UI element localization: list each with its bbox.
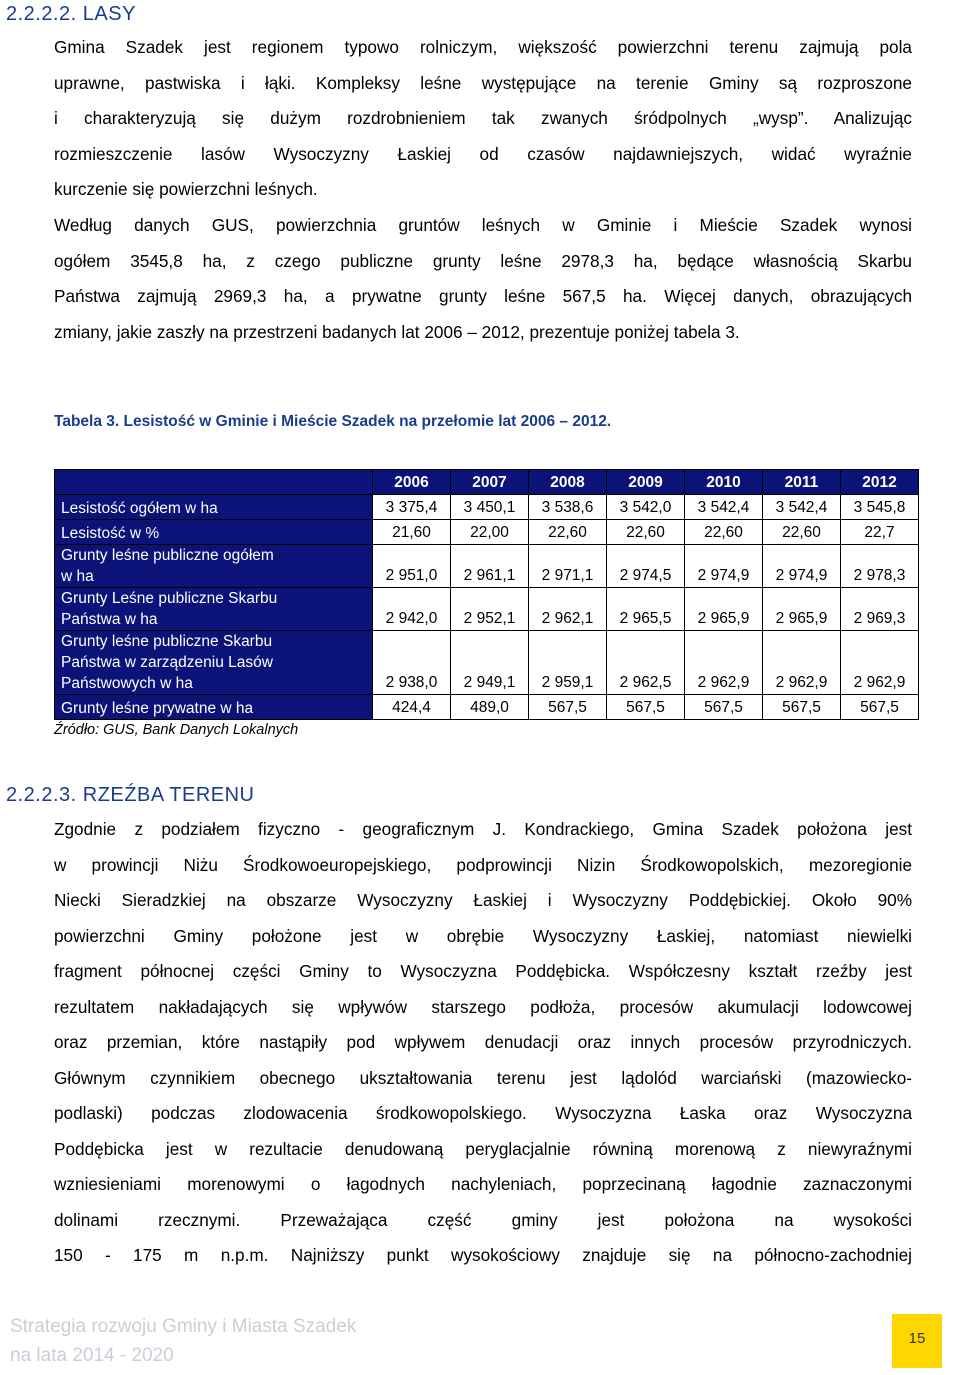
text-line: kurczenie się powierzchni leśnych.: [54, 179, 318, 199]
table-cell: 2 962,9: [763, 631, 841, 695]
year-header: 2007: [451, 470, 529, 495]
table-cell: 424,4: [373, 695, 451, 720]
table-cell: 2 974,9: [685, 545, 763, 588]
table-cell: 567,5: [529, 695, 607, 720]
table-cell: 3 450,1: [451, 495, 529, 520]
table-cell: 2 971,1: [529, 545, 607, 588]
text-line: i charakteryzują się dużym rozdrobnieniem tak zwanych śródpolnych „wysp”. Analizując: [54, 108, 912, 128]
year-header: 2011: [763, 470, 841, 495]
table-cell: 2 962,5: [607, 631, 685, 695]
text-line: powierzchni Gminy położone jest w obrębie Wysoczyzny Łaskiej, natomiast niewielki: [54, 925, 912, 946]
paragraph-rzezba: [54, 812, 912, 1274]
row-label: [55, 588, 373, 631]
table-cell: 2 965,9: [685, 588, 763, 631]
text-line: podlaski) podczas zlodowacenia środkowopolskiego. Wysoczyzna Łaska oraz Wysoczyzna: [54, 1103, 912, 1123]
table-cell: 3 542,0: [607, 495, 685, 520]
text-line: w prowincji Niżu Środkowoeuropejskiego, podprowincji Nizin Środkowopolskich, mezoregionie: [54, 854, 912, 875]
text-line: Zgodnie z podziałem fizyczno - geograficznym J. Kondrackiego, Gmina Szadek położona jest: [54, 819, 912, 839]
table-cell: 567,5: [763, 695, 841, 720]
table-cell: 3 542,4: [685, 495, 763, 520]
table-cell: 3 538,6: [529, 495, 607, 520]
forest-cover-table: [54, 469, 919, 720]
section-heading-lasy: 2.2.2.2. LASY: [6, 3, 136, 25]
text-line: oraz przemian, które nastąpiły pod wpływem denudacji oraz innych procesów przyrodniczych.: [54, 1032, 912, 1052]
year-header: 2012: [841, 470, 919, 495]
table-source-note: Źródło: GUS, Bank Danych Lokalnych: [54, 722, 299, 738]
year-header: 2006: [373, 470, 451, 495]
table-row: [55, 495, 919, 520]
table-cell: 567,5: [841, 695, 919, 720]
text-line: 150 - 175 m n.p.m. Najniższy punkt wysokościowy znajduje się na północno-zachodniej: [54, 1245, 912, 1265]
row-label: [55, 631, 373, 695]
table-cell: 22,7: [841, 520, 919, 545]
table-cell: 3 545,8: [841, 495, 919, 520]
year-header: 2008: [529, 470, 607, 495]
table-cell: 2 949,1: [451, 631, 529, 695]
table-cell: 2 974,9: [763, 545, 841, 588]
row-label: [55, 495, 373, 520]
table-cell: 2 962,9: [841, 631, 919, 695]
row-label-line: Grunty leśne publiczne Skarbu: [61, 633, 273, 650]
table-cell: 2 978,3: [841, 545, 919, 588]
text-line: wzniesieniami morenowymi o łagodnych nachyleniach, poprzecinaną łagodnie zaznaczonymi: [54, 1174, 912, 1194]
row-label: [55, 545, 373, 588]
table-cell: 3 375,4: [373, 495, 451, 520]
table-cell: 22,60: [685, 520, 763, 545]
table-cell: 2 965,5: [607, 588, 685, 631]
table-cell: 2 951,0: [373, 545, 451, 588]
table-caption: Tabela 3. Lesistość w Gminie i Mieście Szadek na przełomie lat 2006 – 2012.: [54, 413, 612, 430]
text-line: Państwa zajmują 2969,3 ha, a prywatne grunty leśne 567,5 ha. Więcej danych, obrazujących: [54, 286, 912, 306]
row-label: [55, 695, 373, 720]
year-header: 2010: [685, 470, 763, 495]
text-line: rezultatem nakładających się wpływów starszego podłoża, procesów akumulacji lodowcowej: [54, 996, 912, 1017]
page-number-box: [892, 1314, 942, 1368]
row-label-line: Państwa w ha: [61, 611, 158, 628]
text-line: Gmina Szadek jest regionem typowo rolniczym, większość powierzchni terenu zajmują pola: [54, 37, 912, 57]
table-cell: 2 961,1: [451, 545, 529, 588]
table-cell: 2 942,0: [373, 588, 451, 631]
table-cell: 21,60: [373, 520, 451, 545]
page-number: 15: [908, 1330, 926, 1347]
table-cell: 22,60: [607, 520, 685, 545]
text-line: Głównym czynnikiem obecnego ukształtowania terenu jest lądolód warciański (mazowiecko-: [54, 1067, 912, 1088]
table-cell: 22,00: [451, 520, 529, 545]
row-label-line: Lesistość ogółem w ha: [61, 500, 218, 517]
row-label-line: Grunty Leśne publiczne Skarbu: [61, 590, 278, 607]
table-cell: 2 962,1: [529, 588, 607, 631]
table-row: [55, 695, 919, 720]
table-cell: 567,5: [607, 695, 685, 720]
table-cell: 567,5: [685, 695, 763, 720]
table-cell: 22,60: [529, 520, 607, 545]
text-line: fragment północnej części Gminy to Wysoczyzna Poddębicka. Współczesny kształt rzeźby jest: [54, 961, 912, 981]
table-cell: 2 959,1: [529, 631, 607, 695]
row-label-line: Grunty leśne prywatne w ha: [61, 700, 254, 717]
row-label-line: Państwowych w ha: [61, 675, 193, 692]
row-label: [55, 520, 373, 545]
row-label-line: Państwa w zarządzeniu Lasów: [61, 654, 273, 671]
text-line: rozmieszczenie lasów Wysoczyzny Łaskiej od czasów najdawniejszych, widać wyraźnie: [54, 143, 912, 164]
row-label-line: Grunty leśne publiczne ogółem: [61, 547, 274, 564]
text-line: dolinami rzecznymi. Przeważająca część gminy jest położona na wysokości: [54, 1209, 912, 1230]
table-cell: 2 965,9: [763, 588, 841, 631]
footer-subtitle: na lata 2014 - 2020: [10, 1345, 174, 1366]
paragraph-lasy-1: [54, 30, 912, 208]
text-line: Niecki Sieradzkiej na obszarze Wysoczyzny Łaskiej i Wysoczyzny Poddębickiej. Około 90%: [54, 890, 912, 910]
table-cell: 3 542,4: [763, 495, 841, 520]
paragraph-lasy-2: [54, 208, 912, 350]
table-cell: 2 974,5: [607, 545, 685, 588]
table-cell: 2 952,1: [451, 588, 529, 631]
table-cell: 2 962,9: [685, 631, 763, 695]
text-line: Poddębicka jest w rezultacie denudowaną peryglacjalnie równiną morenową z niewyraźnymi: [54, 1138, 912, 1159]
text-line: Według danych GUS, powierzchnia gruntów leśnych w Gminie i Mieście Szadek wynosi: [54, 215, 912, 235]
row-label-line: Lesistość w %: [61, 525, 160, 542]
table-cell: 22,60: [763, 520, 841, 545]
table-row: [55, 520, 919, 545]
text-line: zmiany, jakie zaszły na przestrzeni badanych lat 2006 – 2012, prezentuje poniżej tabela 3.: [54, 321, 740, 342]
year-header: 2009: [607, 470, 685, 495]
text-line: uprawne, pastwiska i łąki. Kompleksy leśne występujące na terenie Gminy są rozproszone: [54, 72, 912, 93]
table-row: [55, 545, 919, 588]
table-row: [55, 588, 919, 631]
table-cell: 489,0: [451, 695, 529, 720]
table-cell: 2 969,3: [841, 588, 919, 631]
table-corner-cell: [55, 470, 373, 495]
section-heading-rzezba: 2.2.2.3. RZEŹBA TERENU: [6, 784, 255, 806]
row-label-line: w ha: [61, 568, 94, 585]
table-header-row: [55, 470, 919, 495]
table-row: [55, 631, 919, 695]
text-line: ogółem 3545,8 ha, z czego publiczne grunty leśne 2978,3 ha, będące własnością Skarbu: [54, 250, 912, 271]
footer-title: Strategia rozwoju Gminy i Miasta Szadek: [10, 1316, 357, 1337]
table-cell: 2 938,0: [373, 631, 451, 695]
